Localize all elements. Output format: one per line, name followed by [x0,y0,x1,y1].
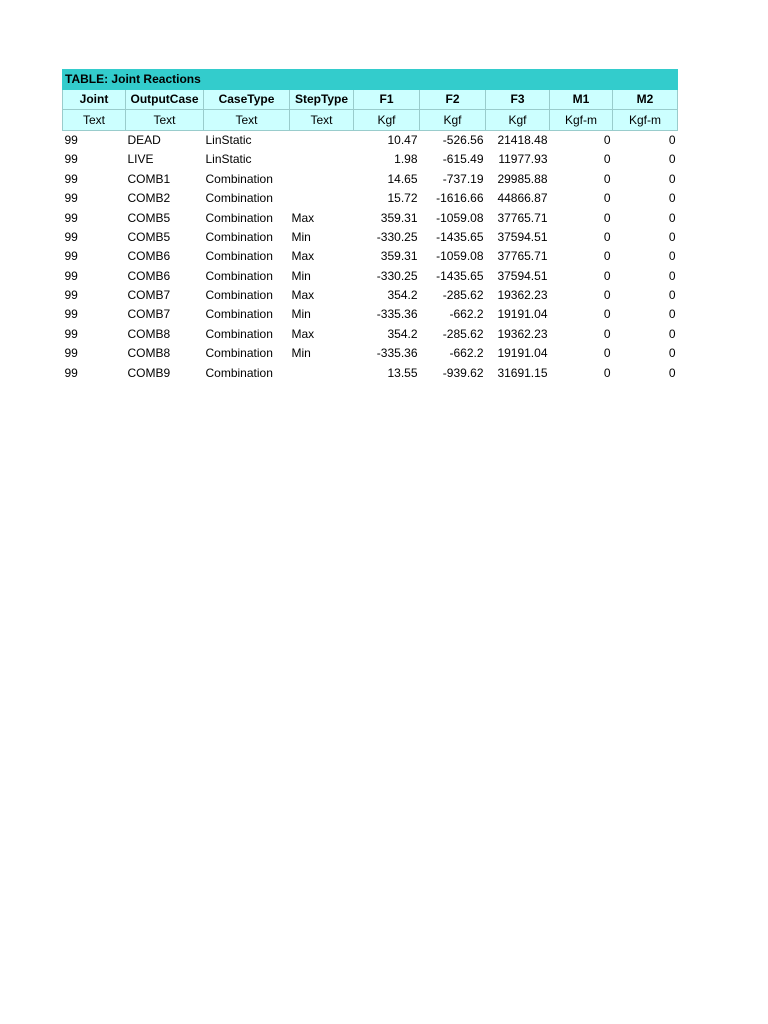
cell-f2[interactable]: -662.2 [420,344,486,363]
cell-steptype[interactable] [290,150,354,169]
cell-casetype[interactable]: LinStatic [204,130,290,150]
cell-f1[interactable]: -335.36 [354,305,420,324]
cell-m1[interactable]: 0 [550,130,613,150]
cell-f2[interactable]: -1435.65 [420,267,486,286]
cell-f1[interactable]: 15.72 [354,189,420,208]
cell-m1[interactable]: 0 [550,170,613,189]
cell-joint[interactable]: 99 [63,247,126,266]
cell-steptype[interactable]: Max [290,325,354,344]
table-row [63,344,678,363]
cell-f3[interactable]: 19191.04 [486,344,550,363]
cell-f2[interactable]: -1435.65 [420,228,486,247]
header-f3[interactable]: F3 [486,90,550,110]
cell-casetype[interactable]: Combination [204,325,290,344]
table-row [63,286,678,305]
cell-steptype[interactable] [290,170,354,189]
cell-steptype[interactable]: Min [290,267,354,286]
unit-m1[interactable]: Kgf-m [550,110,613,130]
cell-outputcase[interactable]: COMB5 [126,228,204,247]
table-title[interactable]: TABLE: Joint Reactions [63,70,678,90]
unit-steptype[interactable]: Text [290,110,354,130]
table-row [63,325,678,344]
cell-steptype[interactable]: Min [290,305,354,324]
cell-outputcase[interactable]: COMB5 [126,208,204,227]
cell-f1[interactable]: 14.65 [354,170,420,189]
cell-casetype[interactable]: LinStatic [204,150,290,169]
cell-f3[interactable]: 19362.23 [486,325,550,344]
cell-joint[interactable]: 99 [63,363,126,382]
cell-f1[interactable]: -335.36 [354,344,420,363]
cell-m2[interactable]: 0 [613,247,678,266]
cell-m2[interactable]: 0 [613,325,678,344]
cell-m1[interactable]: 0 [550,363,613,382]
cell-joint[interactable]: 99 [63,130,126,150]
cell-outputcase[interactable]: COMB9 [126,363,204,382]
cell-joint[interactable]: 99 [63,344,126,363]
cell-f2[interactable]: -526.56 [420,130,486,150]
cell-f3[interactable]: 21418.48 [486,130,550,150]
table-row [63,247,678,266]
cell-f2[interactable]: -285.62 [420,325,486,344]
cell-m2[interactable]: 0 [613,286,678,305]
cell-f3[interactable]: 11977.93 [486,150,550,169]
table-row [63,228,678,247]
cell-m2[interactable]: 0 [613,150,678,169]
cell-f2[interactable]: -1616.66 [420,189,486,208]
header-m2[interactable]: M2 [613,90,678,110]
cell-outputcase[interactable]: COMB7 [126,305,204,324]
table-row [63,267,678,286]
cell-m1[interactable]: 0 [550,325,613,344]
table-row [63,208,678,227]
units-row [63,110,678,130]
cell-steptype[interactable] [290,189,354,208]
cell-outputcase[interactable]: COMB8 [126,325,204,344]
cell-outputcase[interactable]: COMB8 [126,344,204,363]
unit-outputcase[interactable]: Text [126,110,204,130]
cell-casetype[interactable]: Combination [204,286,290,305]
cell-m2[interactable]: 0 [613,344,678,363]
cell-steptype[interactable]: Max [290,286,354,305]
cell-f2[interactable]: -285.62 [420,286,486,305]
unit-joint[interactable]: Text [63,110,126,130]
cell-casetype[interactable]: Combination [204,344,290,363]
cell-joint[interactable]: 99 [63,228,126,247]
header-f1[interactable]: F1 [354,90,420,110]
table-row [63,189,678,208]
cell-casetype[interactable]: Combination [204,363,290,382]
cell-f3[interactable]: 37594.51 [486,228,550,247]
cell-outputcase[interactable]: COMB6 [126,267,204,286]
cell-f1[interactable]: 359.31 [354,247,420,266]
cell-m2[interactable]: 0 [613,170,678,189]
cell-m1[interactable]: 0 [550,228,613,247]
unit-casetype[interactable]: Text [204,110,290,130]
cell-m1[interactable]: 0 [550,305,613,324]
header-casetype[interactable]: CaseType [204,90,290,110]
cell-outputcase[interactable]: COMB2 [126,189,204,208]
cell-f1[interactable]: 354.2 [354,325,420,344]
cell-casetype[interactable]: Combination [204,305,290,324]
cell-joint[interactable]: 99 [63,150,126,169]
cell-f2[interactable]: -662.2 [420,305,486,324]
cell-casetype[interactable]: Combination [204,170,290,189]
cell-m1[interactable]: 0 [550,208,613,227]
cell-joint[interactable]: 99 [63,305,126,324]
cell-f3[interactable]: 44866.87 [486,189,550,208]
cell-f3[interactable]: 31691.15 [486,363,550,382]
cell-casetype[interactable]: Combination [204,228,290,247]
table-row [63,363,678,382]
header-outputcase[interactable]: OutputCase [126,90,204,110]
cell-m2[interactable]: 0 [613,130,678,150]
cell-f3[interactable]: 37594.51 [486,267,550,286]
table-row [63,170,678,189]
cell-joint[interactable]: 99 [63,325,126,344]
cell-casetype[interactable]: Combination [204,189,290,208]
cell-f2[interactable]: -939.62 [420,363,486,382]
table-row [63,130,678,150]
cell-f1[interactable]: -330.25 [354,267,420,286]
header-steptype[interactable]: StepType [290,90,354,110]
cell-m2[interactable]: 0 [613,208,678,227]
cell-m1[interactable]: 0 [550,150,613,169]
cell-m1[interactable]: 0 [550,286,613,305]
cell-f3[interactable]: 19191.04 [486,305,550,324]
cell-f3[interactable]: 37765.71 [486,247,550,266]
table-row [63,150,678,169]
cell-steptype[interactable]: Min [290,228,354,247]
table-title-row [63,70,678,90]
cell-m1[interactable]: 0 [550,344,613,363]
cell-outputcase[interactable]: COMB6 [126,247,204,266]
cell-joint[interactable]: 99 [63,170,126,189]
cell-m1[interactable]: 0 [550,247,613,266]
cell-f1[interactable]: 354.2 [354,286,420,305]
unit-f2[interactable]: Kgf [420,110,486,130]
cell-f3[interactable]: 19362.23 [486,286,550,305]
cell-f3[interactable]: 29985.88 [486,170,550,189]
header-f2[interactable]: F2 [420,90,486,110]
cell-steptype[interactable] [290,130,354,150]
cell-casetype[interactable]: Combination [204,267,290,286]
cell-f2[interactable]: -1059.08 [420,208,486,227]
header-joint[interactable]: Joint [63,90,126,110]
cell-casetype[interactable]: Combination [204,208,290,227]
cell-steptype[interactable] [290,363,354,382]
cell-m1[interactable]: 0 [550,267,613,286]
cell-steptype[interactable]: Min [290,344,354,363]
cell-m2[interactable]: 0 [613,189,678,208]
cell-m1[interactable]: 0 [550,189,613,208]
unit-m2[interactable]: Kgf-m [613,110,678,130]
cell-f1[interactable]: 1.98 [354,150,420,169]
cell-f1[interactable]: 359.31 [354,208,420,227]
cell-m2[interactable]: 0 [613,305,678,324]
cell-f1[interactable]: 13.55 [354,363,420,382]
cell-f2[interactable]: -737.19 [420,170,486,189]
unit-f1[interactable]: Kgf [354,110,420,130]
header-m1[interactable]: M1 [550,90,613,110]
cell-m2[interactable]: 0 [613,228,678,247]
cell-outputcase[interactable]: DEAD [126,130,204,150]
cell-f1[interactable]: 10.47 [354,130,420,150]
cell-f2[interactable]: -1059.08 [420,247,486,266]
header-row [63,90,678,110]
cell-joint[interactable]: 99 [63,286,126,305]
cell-f2[interactable]: -615.49 [420,150,486,169]
cell-steptype[interactable]: Max [290,247,354,266]
cell-f3[interactable]: 37765.71 [486,208,550,227]
cell-outputcase[interactable]: LIVE [126,150,204,169]
cell-outputcase[interactable]: COMB7 [126,286,204,305]
cell-joint[interactable]: 99 [63,189,126,208]
cell-steptype[interactable]: Max [290,208,354,227]
cell-outputcase[interactable]: COMB1 [126,170,204,189]
cell-m2[interactable]: 0 [613,267,678,286]
cell-joint[interactable]: 99 [63,208,126,227]
cell-f1[interactable]: -330.25 [354,228,420,247]
table-row [63,305,678,324]
cell-joint[interactable]: 99 [63,267,126,286]
cell-casetype[interactable]: Combination [204,247,290,266]
cell-m2[interactable]: 0 [613,363,678,382]
joint-reactions-table [62,69,678,383]
unit-f3[interactable]: Kgf [486,110,550,130]
